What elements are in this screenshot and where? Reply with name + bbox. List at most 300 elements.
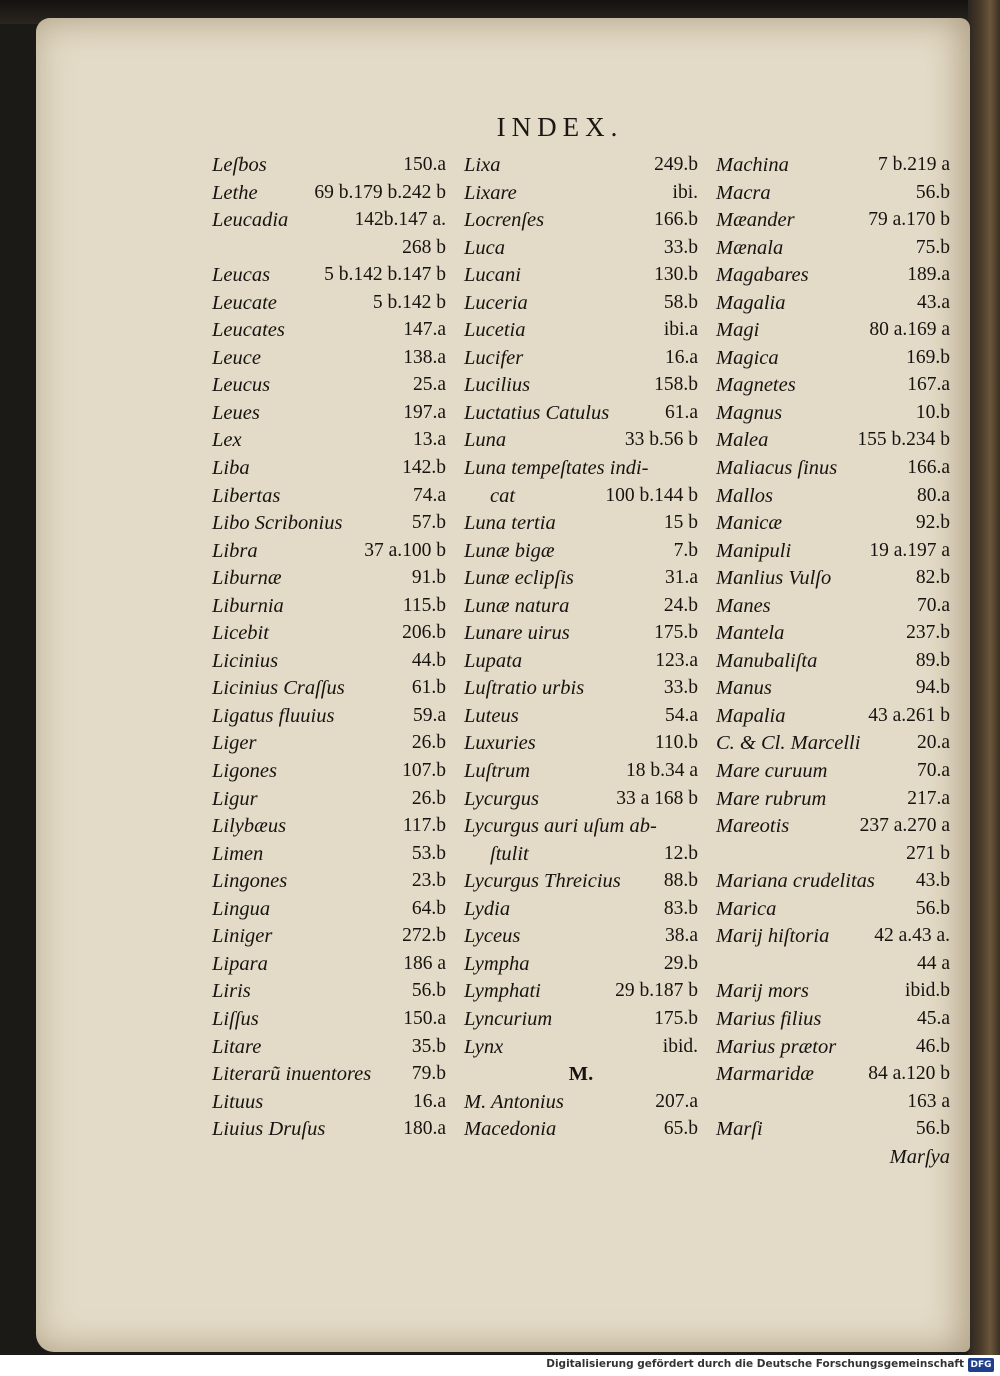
index-entry <box>212 178 446 206</box>
index-term: Litare <box>212 1035 262 1058</box>
index-term: Liniger <box>212 925 273 948</box>
index-entry <box>464 591 698 619</box>
index-term: Luceria <box>464 291 528 314</box>
page-reference: 180.a <box>403 1118 446 1140</box>
index-term: Libra <box>212 539 258 562</box>
index-entry <box>464 453 698 481</box>
index-term: Ligur <box>212 787 258 810</box>
page-reference: 167.a <box>907 374 950 396</box>
index-term: Magi <box>716 319 760 342</box>
page-reference: 80.a <box>916 484 950 506</box>
page-reference: 56.b <box>915 1118 950 1140</box>
index-entry <box>464 976 698 1004</box>
index-term: Luna tertia <box>464 512 556 535</box>
footer-bar <box>0 1355 1000 1376</box>
index-entry <box>716 425 950 453</box>
index-entry <box>212 949 446 977</box>
page-reference: 150.a <box>403 154 446 175</box>
index-entry <box>212 315 446 343</box>
index-entry <box>716 1059 950 1087</box>
page-reference: 26.b <box>411 787 446 809</box>
index-entry <box>464 425 698 453</box>
index-entry <box>716 618 950 646</box>
page-reference: 115.b <box>402 594 446 616</box>
index-entry <box>716 508 950 536</box>
index-entry <box>716 701 950 729</box>
index-entry <box>212 921 446 949</box>
index-term: Manipuli <box>716 539 792 562</box>
index-term: Lingones <box>212 870 288 893</box>
index-term: Luctatius Catulus <box>464 401 610 424</box>
index-entry <box>716 315 950 343</box>
page-reference: 42 a.43 a. <box>874 925 950 947</box>
index-entry <box>716 536 950 564</box>
index-term: Lipara <box>212 952 268 975</box>
index-term: Libertas <box>212 484 281 507</box>
index-entry <box>212 866 446 894</box>
index-entry <box>716 178 950 206</box>
index-term: Marij hiſtoria <box>716 925 830 948</box>
index-entry <box>212 784 446 812</box>
index-entry <box>212 233 446 261</box>
index-term: Licinius Craſſus <box>212 677 345 700</box>
index-entry <box>716 976 950 1004</box>
index-term: Lucifer <box>464 346 524 369</box>
index-term: Ligatus fluuius <box>212 704 335 727</box>
index-entry <box>716 398 950 426</box>
index-entry <box>464 784 698 812</box>
index-entry <box>212 976 446 1004</box>
index-term: Manubaliſta <box>716 649 818 672</box>
page-reference: 25.a <box>412 374 446 396</box>
page-reference: 65.b <box>663 1118 698 1140</box>
index-entry <box>464 370 698 398</box>
index-term: Liſſus <box>212 1007 259 1030</box>
index-entry <box>716 288 950 316</box>
index-term: Lucani <box>464 264 521 287</box>
index-term: M. Antonius <box>464 1090 564 1113</box>
index-term: Literarũ inuentores <box>212 1063 372 1086</box>
index-term: Lunæ eclipſis <box>464 567 574 590</box>
index-entry <box>464 260 698 288</box>
index-term: Locrenſes <box>464 209 545 232</box>
index-term: Luteus <box>464 704 519 727</box>
page-reference: 92.b <box>915 512 950 534</box>
page-reference: 249.b <box>654 154 698 175</box>
page-reference: 75.b <box>915 236 950 258</box>
index-entry <box>464 178 698 206</box>
index-term: Ligones <box>212 760 277 783</box>
page-reference: 107.b <box>402 760 446 782</box>
index-term: Marſya <box>889 1145 950 1168</box>
index-term: Mænala <box>716 236 784 259</box>
page-reference: 44.b <box>411 649 446 671</box>
page-reference: 138.a <box>403 346 446 368</box>
index-entry <box>716 563 950 591</box>
page-reference: 189.a <box>907 264 950 286</box>
index-term: Magalia <box>716 291 786 314</box>
index-term: Marius filius <box>716 1007 822 1030</box>
index-term: Lixare <box>464 181 517 204</box>
index-term: Lituus <box>212 1090 264 1113</box>
index-term: Licinius <box>212 649 279 672</box>
index-entry <box>716 453 950 481</box>
page-reference: 147.a <box>403 319 446 341</box>
page-reference: 56.b <box>915 897 950 919</box>
index-entry <box>464 288 698 316</box>
index-term: Lynx <box>464 1035 504 1058</box>
index-entry <box>212 260 446 288</box>
page-reference: 33.b <box>663 236 698 258</box>
page-reference: 43.b <box>915 870 950 892</box>
index-entry <box>716 343 950 371</box>
index-term: Leſbos <box>212 154 267 176</box>
index-term: Manus <box>716 677 772 700</box>
page-reference: 20.a <box>916 732 950 754</box>
index-term: Manes <box>716 594 771 617</box>
index-entry <box>716 784 950 812</box>
index-term: Libo Scribonius <box>212 512 343 535</box>
page-reference: 61.a <box>664 401 698 423</box>
page-reference: 31.a <box>664 567 698 589</box>
page-reference: 57.b <box>411 512 446 534</box>
page-reference: ibi.a <box>663 319 698 341</box>
page-reference: 33 b.56 b <box>624 429 698 451</box>
index-entry <box>212 591 446 619</box>
index-entry <box>716 1032 950 1060</box>
index-term: Lucilius <box>464 374 531 397</box>
index-entry <box>716 481 950 509</box>
index-term: Lupata <box>464 649 523 672</box>
index-term: Leucate <box>212 291 277 314</box>
index-column-2 <box>464 150 698 1142</box>
index-term: Mantela <box>716 622 785 645</box>
index-term: Leuce <box>212 346 261 369</box>
page-reference: 33 a 168 b <box>616 787 698 809</box>
index-entry <box>212 1114 446 1142</box>
page-reference: 268 b <box>402 236 446 258</box>
index-entry <box>212 673 446 701</box>
index-entry <box>212 288 446 316</box>
index-entry <box>464 343 698 371</box>
index-term: Liburnia <box>212 594 284 617</box>
index-term: Mallos <box>716 484 773 507</box>
index-term: Marius prætor <box>716 1035 837 1058</box>
page-reference: 163 a <box>907 1090 950 1112</box>
index-term: Manlius Vulſo <box>716 567 832 590</box>
index-entry <box>464 563 698 591</box>
page-reference: 43.a <box>916 291 950 313</box>
page-reference: ibi. <box>672 181 698 203</box>
page-reference: 43 a.261 b <box>868 704 950 726</box>
index-entry <box>212 453 446 481</box>
index-entry <box>212 728 446 756</box>
index-entry <box>212 1087 446 1115</box>
index-entry <box>464 1114 698 1142</box>
funding-notice: Digitalisierung gefördert durch die Deutsche Forschungsgemeinschaft <box>546 1358 964 1370</box>
page-reference: 89.b <box>915 649 950 671</box>
page-reference: 74.a <box>412 484 446 506</box>
index-term: Lyncurium <box>464 1007 553 1030</box>
page-reference: 24.b <box>663 594 698 616</box>
index-entry <box>464 536 698 564</box>
index-term: Liburnæ <box>212 567 282 590</box>
page-reference: 80 a.169 a <box>869 319 950 341</box>
index-entry <box>716 1087 950 1115</box>
page-header: INDEX. <box>496 112 624 142</box>
index-entry <box>716 1114 950 1142</box>
index-term: Lunæ bigæ <box>464 539 555 562</box>
page-reference: 56.b <box>915 181 950 203</box>
page-reference: 142b.147 a. <box>354 209 446 231</box>
index-term: Marica <box>716 897 777 920</box>
page-reference: 207.a <box>655 1090 698 1112</box>
index-entry <box>464 701 698 729</box>
index-term: Luna tempeſtates indi- <box>464 457 649 480</box>
index-term: Leucadia <box>212 209 289 232</box>
index-term: Magnus <box>716 401 783 424</box>
index-entry <box>716 673 950 701</box>
index-term: Lydia <box>464 897 511 920</box>
index-entry <box>464 811 698 839</box>
page-reference: 33.b <box>663 677 698 699</box>
page-reference: 175.b <box>654 622 698 644</box>
index-entry <box>212 756 446 784</box>
page-reference: 197.a <box>403 401 446 423</box>
index-entry <box>464 315 698 343</box>
index-entry <box>212 1032 446 1060</box>
index-entry <box>716 811 950 839</box>
index-entry <box>716 728 950 756</box>
index-entry <box>212 894 446 922</box>
index-entry <box>212 701 446 729</box>
page-reference: 5 b.142 b <box>372 291 446 313</box>
index-term: Mareotis <box>716 815 790 838</box>
page-reference: 7 b.219 a <box>877 154 950 175</box>
index-entry <box>716 233 950 261</box>
index-term: Lex <box>212 429 242 452</box>
page-reference: 166.b <box>654 209 698 231</box>
page-reference: 44 a <box>916 952 950 974</box>
index-term: Liris <box>212 980 251 1003</box>
index-entry <box>716 921 950 949</box>
index-entry <box>716 370 950 398</box>
index-term: Leucus <box>212 374 271 397</box>
index-entry <box>464 921 698 949</box>
page-reference: 15 b <box>663 512 698 534</box>
page-reference: 150.a <box>403 1007 446 1029</box>
page-reference: 158.b <box>654 374 698 396</box>
index-term: Lucetia <box>464 319 526 342</box>
index-term: Limen <box>212 842 264 865</box>
page-reference: 88.b <box>663 870 698 892</box>
page-reference: 54.a <box>664 704 698 726</box>
index-entry <box>464 1087 698 1115</box>
page-reference: 186 a <box>403 952 446 974</box>
page-reference: 23.b <box>411 870 446 892</box>
index-term: Leucas <box>212 264 271 287</box>
index-term: Marſi <box>716 1118 763 1141</box>
dfg-logo-icon: DFG <box>968 1358 994 1372</box>
page-reference: 206.b <box>402 622 446 644</box>
index-entry <box>716 839 950 867</box>
index-term: Mapalia <box>716 704 786 727</box>
index-term: Luſtratio urbis <box>464 677 585 700</box>
page-reference: 237.b <box>906 622 950 644</box>
page-reference: 84 a.120 b <box>868 1063 950 1085</box>
page-reference: 29.b <box>663 952 698 974</box>
index-term: Magabares <box>716 264 809 287</box>
page-reference: 237 a.270 a <box>859 815 950 837</box>
page-reference: 53.b <box>411 842 446 864</box>
page-reference: 217.a <box>907 787 950 809</box>
index-entry <box>212 618 446 646</box>
index-term: Lympha <box>464 952 530 975</box>
index-entry <box>716 894 950 922</box>
index-term: Magica <box>716 346 779 369</box>
page-reference: 12.b <box>663 842 698 864</box>
index-term: Macra <box>716 181 771 204</box>
index-entry <box>212 646 446 674</box>
page-reference: 79.b <box>411 1063 446 1085</box>
index-entry <box>464 398 698 426</box>
index-entry <box>464 866 698 894</box>
page-reference: 83.b <box>663 897 698 919</box>
page-reference: 91.b <box>411 567 446 589</box>
page-reference: 59.a <box>412 704 446 726</box>
index-term: Lyceus <box>464 925 521 948</box>
index-entry <box>464 481 698 509</box>
index-term: Luſtrum <box>464 760 531 783</box>
index-entry <box>716 756 950 784</box>
index-entry <box>464 894 698 922</box>
index-term: Leucates <box>212 319 285 342</box>
page-reference: 70.a <box>916 594 950 616</box>
index-term: C. & Cl. Marcelli <box>716 732 861 755</box>
index-term: Liger <box>212 732 257 755</box>
page-reference: 100 b.144 b <box>605 484 698 506</box>
index-term: Mæander <box>716 209 795 232</box>
page-reference: ibid. <box>662 1035 698 1057</box>
index-entry <box>212 536 446 564</box>
index-term: Lycurgus <box>464 787 539 810</box>
page-reference: 61.b <box>411 677 446 699</box>
index-term: Marmaridæ <box>716 1063 814 1086</box>
index-term: Lingua <box>212 897 271 920</box>
page-reference: 45.a <box>916 1007 950 1029</box>
index-term: Lycurgus auri uſum ab- <box>464 815 657 838</box>
page-reference: 117.b <box>402 815 446 837</box>
index-term: Manicæ <box>716 512 783 535</box>
index-entry <box>464 618 698 646</box>
index-term: Mare curuum <box>716 760 828 783</box>
page-reference: 37 a.100 b <box>364 539 446 561</box>
index-term: Liba <box>212 457 250 480</box>
index-term: Lunare uirus <box>464 622 570 645</box>
page-reference: 13.a <box>412 429 446 451</box>
index-term: Maliacus ſinus <box>716 457 838 480</box>
index-entry <box>716 646 950 674</box>
page-reference: 79 a.170 b <box>868 209 950 231</box>
index-term: Lilybæus <box>212 815 287 838</box>
index-entry <box>464 673 698 701</box>
index-term: cat <box>490 484 516 507</box>
index-entry <box>212 398 446 426</box>
page-reference: 56.b <box>411 980 446 1002</box>
index-entry <box>212 508 446 536</box>
index-term: Lethe <box>212 181 258 204</box>
index-entry <box>716 1004 950 1032</box>
index-entry <box>212 811 446 839</box>
index-term: Lunæ natura <box>464 594 570 617</box>
index-entry <box>212 481 446 509</box>
page-reference: 26.b <box>411 732 446 754</box>
index-entry <box>716 150 950 178</box>
page-reference: 175.b <box>654 1007 698 1029</box>
page-reference: 272.b <box>402 925 446 947</box>
page-reference: 16.a <box>412 1090 446 1112</box>
index-entry <box>464 646 698 674</box>
index-term: Macedonia <box>464 1118 557 1141</box>
index-term: Malea <box>716 429 769 452</box>
index-entry <box>716 866 950 894</box>
index-term: Marij mors <box>716 980 809 1003</box>
page-reference: 64.b <box>411 897 446 919</box>
page-reference: 58.b <box>663 291 698 313</box>
index-entry <box>464 756 698 784</box>
index-entry <box>464 728 698 756</box>
page-reference: 169.b <box>906 346 950 368</box>
page-reference: 271 b <box>906 842 950 864</box>
index-entry <box>464 949 698 977</box>
index-term: Luxuries <box>464 732 536 755</box>
index-entry <box>212 839 446 867</box>
index-term: Liuius Druſus <box>212 1118 326 1141</box>
page-reference: 123.a <box>655 649 698 671</box>
page-reference: 46.b <box>915 1035 950 1057</box>
page-reference: 7.b <box>673 539 698 561</box>
page-reference: 142.b <box>402 457 446 479</box>
index-entry <box>716 591 950 619</box>
page-reference: 38.a <box>664 925 698 947</box>
page-reference: 16.a <box>664 346 698 368</box>
page-reference: ibid.b <box>905 980 950 1002</box>
page-reference: 5 b.142 b.147 b <box>324 264 446 286</box>
index-entry <box>212 150 446 178</box>
index-entry <box>464 839 698 867</box>
index-entry <box>212 343 446 371</box>
book-edge <box>968 0 1000 1355</box>
index-entry <box>212 563 446 591</box>
index-entry <box>212 205 446 233</box>
page-reference: 10.b <box>915 401 950 423</box>
page-reference: 82.b <box>915 567 950 589</box>
page-reference: 166.a <box>907 457 950 479</box>
index-term: Licebit <box>212 622 269 645</box>
index-column-1 <box>212 150 446 1142</box>
index-term: Leues <box>212 401 260 424</box>
index-term: Mariana crudelitas <box>716 870 875 893</box>
page-reference: 18 b.34 a <box>625 760 698 782</box>
index-entry <box>212 370 446 398</box>
index-term: ſtulit <box>490 842 529 865</box>
index-term: Mare rubrum <box>716 787 827 810</box>
page-reference: 35.b <box>411 1035 446 1057</box>
page-reference: 70.a <box>916 760 950 782</box>
page-reference: 130.b <box>654 264 698 286</box>
index-entry <box>716 1142 950 1170</box>
index-entry <box>212 1059 446 1087</box>
